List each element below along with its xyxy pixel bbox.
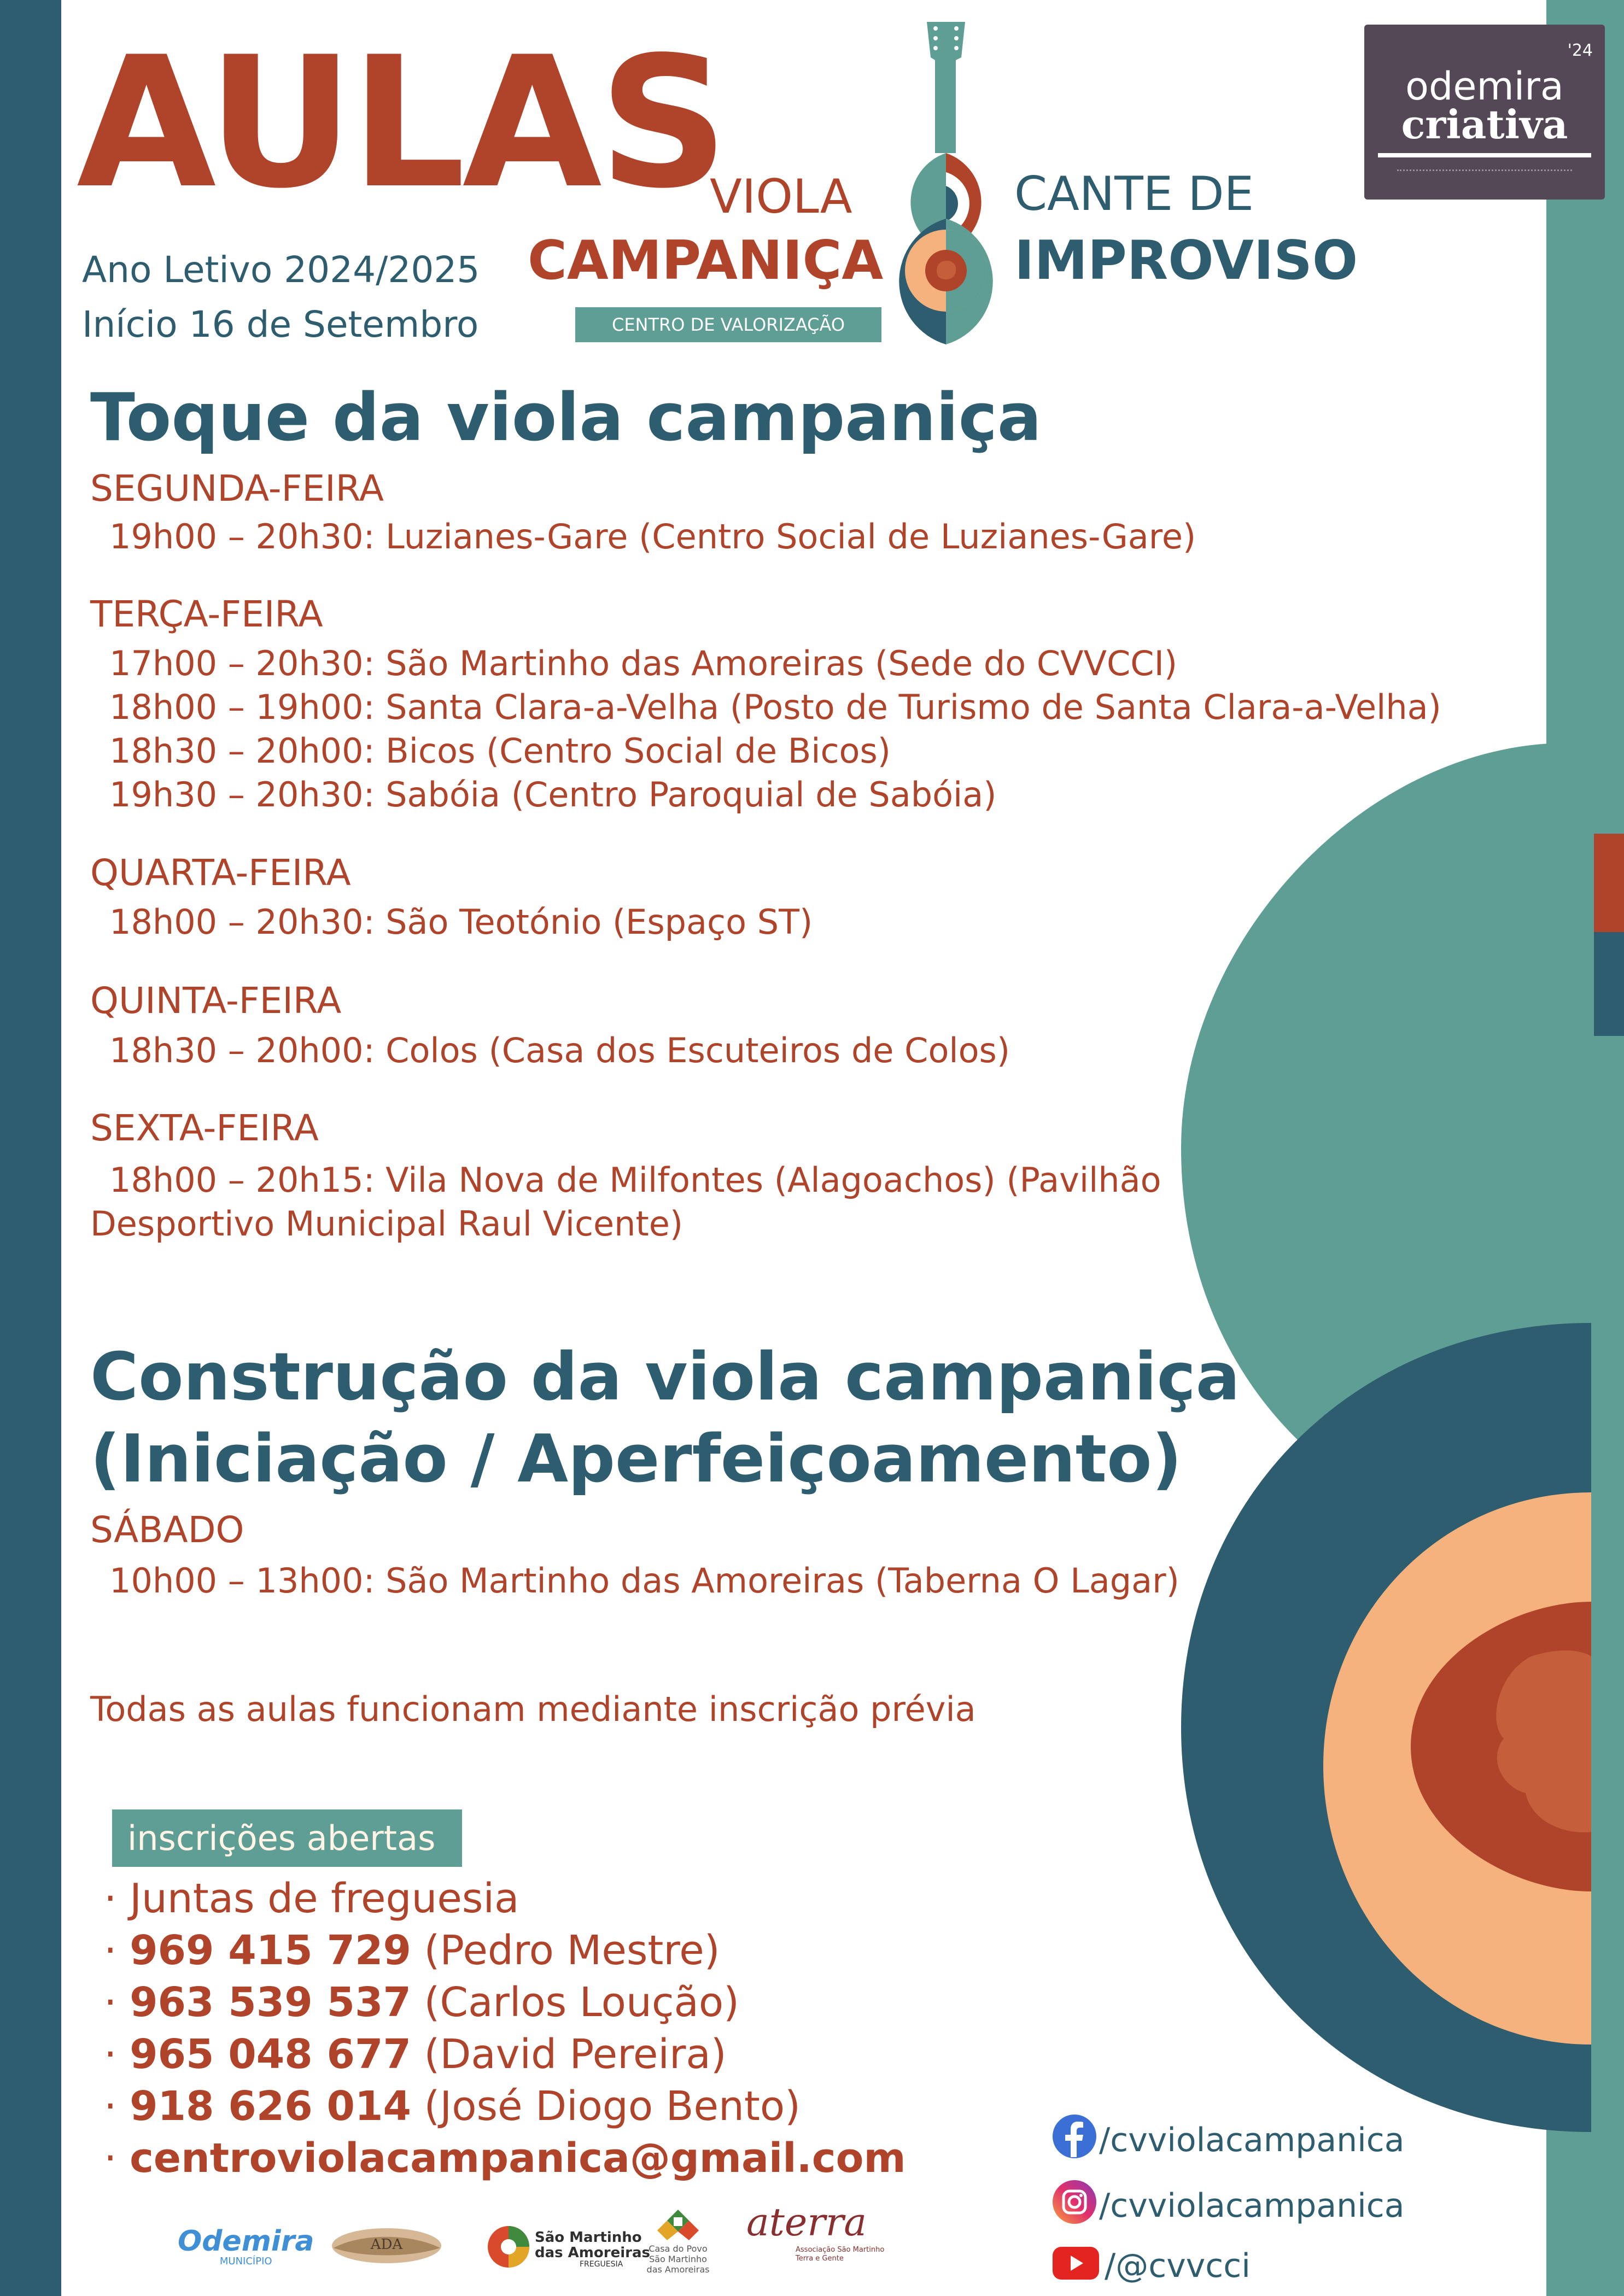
facebook-icon[interactable]: [1053, 2115, 1096, 2158]
day-tuesday: TERÇA-FEIRA: [90, 593, 323, 635]
badge-underline: [1378, 153, 1591, 157]
instagram-handle[interactable]: /cvviolacampanica: [1099, 2187, 1405, 2225]
slot-wednesday-1: 18h00 – 20h30: São Teotónio (Espaço ST): [109, 902, 813, 942]
slot-monday-1: 19h00 – 20h30: Luzianes-Gare (Centro Social de Luzianes-Gare): [109, 517, 1196, 557]
day-friday: SEXTA-FEIRA: [90, 1107, 319, 1149]
registration-label: inscrições abertas: [112, 1809, 462, 1867]
section2-title-line2: (Iniciação / Aperfeiçoamento): [90, 1421, 1182, 1497]
section2-title-line1: Construção da viola campaniça: [90, 1339, 1240, 1415]
registration-note: Todas as aulas funcionam mediante inscrição prévia: [90, 1689, 976, 1729]
day-saturday: SÁBADO: [90, 1509, 244, 1551]
school-year: Ano Letivo 2024/2025: [82, 249, 480, 291]
slot-tuesday-1: 17h00 – 20h30: São Martinho das Amoreiras (Sede do CVVCCI): [109, 643, 1178, 683]
brand-tag: CENTRO DE VALORIZAÇÃO: [575, 307, 881, 342]
day-thursday: QUINTA-FEIRA: [90, 980, 342, 1022]
phone-number[interactable]: 963 539 537: [130, 1979, 411, 2026]
casa-do-povo-logo: Casa do Povo São Martinho das Amoreiras: [645, 2209, 711, 2275]
casa-do-povo-emblem: [656, 2209, 700, 2241]
brand-improviso: IMPROVISO: [1014, 230, 1358, 292]
sao-martinho-emblem: [487, 2225, 530, 2269]
slot-friday-2: Desportivo Municipal Raul Vicente): [90, 1204, 684, 1244]
left-decorative-bar: [0, 0, 61, 2296]
start-date: Início 16 de Setembro: [82, 303, 479, 345]
facebook-handle[interactable]: /cvviolacampanica: [1099, 2121, 1405, 2159]
slot-saturday-1: 10h00 – 13h00: São Martinho das Amoreiras (Taberna O Lagar): [109, 1561, 1179, 1601]
day-monday: SEGUNDA-FEIRA: [90, 467, 384, 509]
brand-campanica: CAMPANIÇA: [528, 230, 884, 292]
odemira-criativa-badge: [1364, 25, 1605, 200]
contact-email[interactable]: · centroviolacampanica@gmail.com: [104, 2135, 906, 2182]
slot-friday-1: 18h00 – 20h15: Vila Nova de Milfontes (Alagoachos) (Pavilhão: [109, 1160, 1161, 1200]
ada-logo: [328, 2219, 446, 2269]
slot-tuesday-4: 19h30 – 20h30: Sabóia (Centro Paroquial de Sabóia): [109, 775, 997, 815]
phone-number[interactable]: 965 048 677: [130, 2031, 411, 2078]
youtube-icon[interactable]: [1053, 2247, 1099, 2280]
phone-number[interactable]: 918 626 014: [130, 2083, 411, 2130]
instagram-icon[interactable]: [1053, 2180, 1096, 2224]
youtube-handle[interactable]: /@cvvcci: [1105, 2247, 1251, 2285]
slot-tuesday-2: 18h00 – 19h00: Santa Clara-a-Velha (Posto de Turismo de Santa Clara-a-Velha): [109, 687, 1441, 727]
badge-dots: [1397, 169, 1572, 171]
contact-juntas: · Juntas de freguesia: [104, 1875, 519, 1922]
aterra-logo: aterra Associação São Martinho Terra e Gente: [746, 2200, 885, 2263]
brand-viola: VIOLA: [710, 169, 852, 224]
contact-jose[interactable]: · 918 626 014 (José Diogo Bento): [104, 2083, 801, 2130]
contact-pedro[interactable]: · 969 415 729 (Pedro Mestre): [104, 1927, 720, 1974]
email-link[interactable]: centroviolacampanica@gmail.com: [130, 2135, 906, 2182]
badge-line2: criativa: [1401, 101, 1568, 148]
svg-text:ADA: ADA: [370, 2236, 403, 2253]
odemira-logo: Odemira MUNICÍPIO: [178, 2225, 314, 2267]
badge-year: '24: [1567, 41, 1593, 60]
guitar-logo: [886, 22, 1017, 350]
main-title: AULAS: [77, 18, 726, 228]
section1-title: Toque da viola campaniça: [90, 380, 1042, 456]
slot-thursday-1: 18h30 – 20h00: Colos (Casa dos Escuteiros de Colos): [109, 1030, 1010, 1070]
contact-david[interactable]: · 965 048 677 (David Pereira): [104, 2031, 727, 2078]
day-wednesday: QUARTA-FEIRA: [90, 852, 351, 894]
guitar-body-illustration: [1148, 711, 1624, 2296]
slot-tuesday-3: 18h30 – 20h00: Bicos (Centro Social de Bicos): [109, 731, 891, 771]
phone-number[interactable]: 969 415 729: [130, 1927, 411, 1974]
contact-carlos[interactable]: · 963 539 537 (Carlos Loução): [104, 1979, 740, 2026]
badge-line1: odemira: [1405, 64, 1564, 109]
brand-cante: CANTE DE: [1014, 167, 1254, 221]
